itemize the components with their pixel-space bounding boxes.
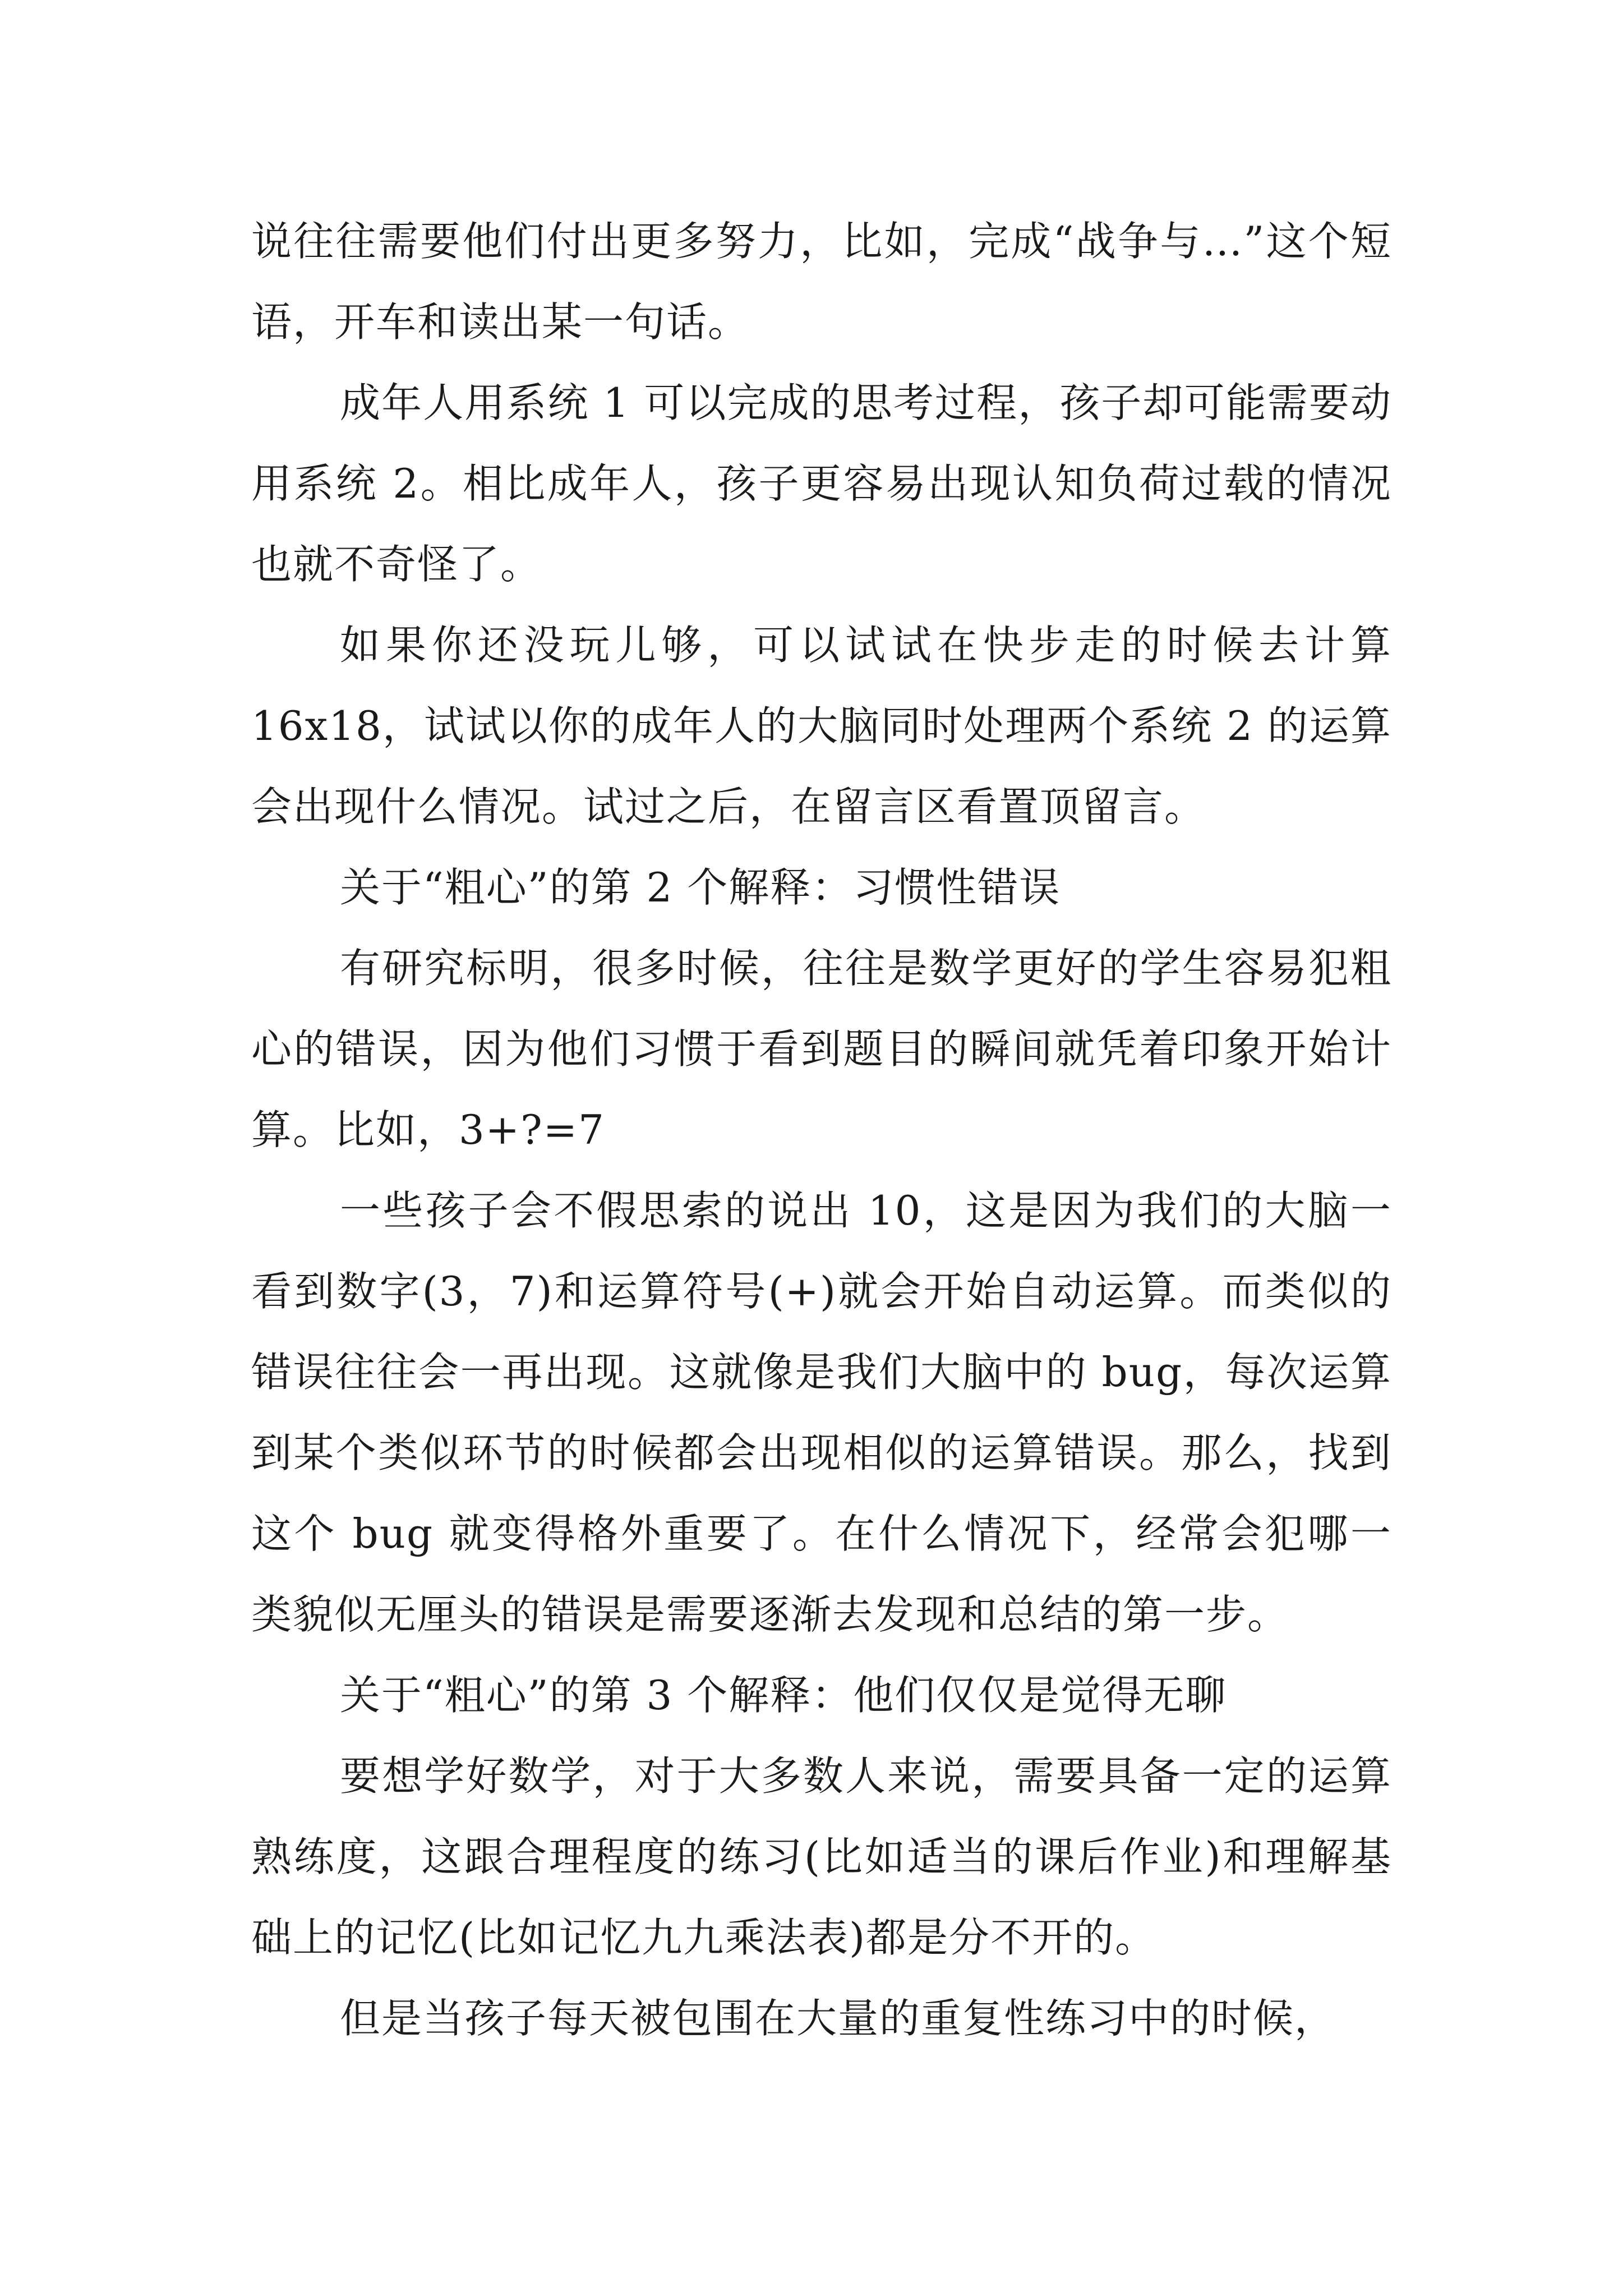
paragraph-repetitive-practice: 但是当孩子每天被包围在大量的重复性练习中的时候， <box>340 1995 1336 2042</box>
paragraph-system-1-vs-2: 成年人用系统 1 可以完成的思考过程，孩子却可能需要动用系统 2。相比成年人，孩子更容易出现认知负荷过载的情况也就不奇怪了。 <box>251 379 1392 588</box>
paragraph-practice-fluency: 要想学好数学，对于大多数人来说，需要具备一定的运算熟练度，这跟合理程度的练习(比如适当的课后作业)和理解基础上的记忆(比如记忆九九乘法表)都是分不开的。 <box>251 1752 1392 1961</box>
paragraph-brain-bug: 一些孩子会不假思索的说出 10，这是因为我们的大脑一看到数字(3，7)和运算符号(+)就会开始自动运算。而类似的错误往往会一再出现。这就像是我们大脑中的 bug，每次运算到某个类似环节的时候都会出现相似的运算错误。那么，找到这个 bug 就变得格外重要了。在什么情况下，经常会犯哪一类貌似无厘头的错误是需要逐渐去发现和总结的第一步。 <box>251 1187 1392 1638</box>
section-heading-explanation-2: 关于“粗心”的第 2 个解释：习惯性错误 <box>340 864 1061 911</box>
paragraph-try-calculation: 如果你还没玩儿够，可以试试在快步走的时候去计算 16x18，试试以你的成年人的大脑同时处理两个系统 2 的运算会出现什么情况。试过之后，在留言区看置顶留言。 <box>251 622 1392 830</box>
section-heading-explanation-3: 关于“粗心”的第 3 个解释：他们仅仅是觉得无聊 <box>340 1672 1227 1719</box>
paragraph-continued: 说往往需要他们付出更多努力，比如，完成“战争与…”这个短语，开车和读出某一句话。 <box>251 218 1392 346</box>
paragraph-habitual-errors: 有研究标明，很多时候，往往是数学更好的学生容易犯粗心的错误，因为他们习惯于看到题目的瞬间就凭着印象开始计算。比如，3+?=7 <box>251 945 1392 1153</box>
document-body <box>251 201 1392 2059</box>
